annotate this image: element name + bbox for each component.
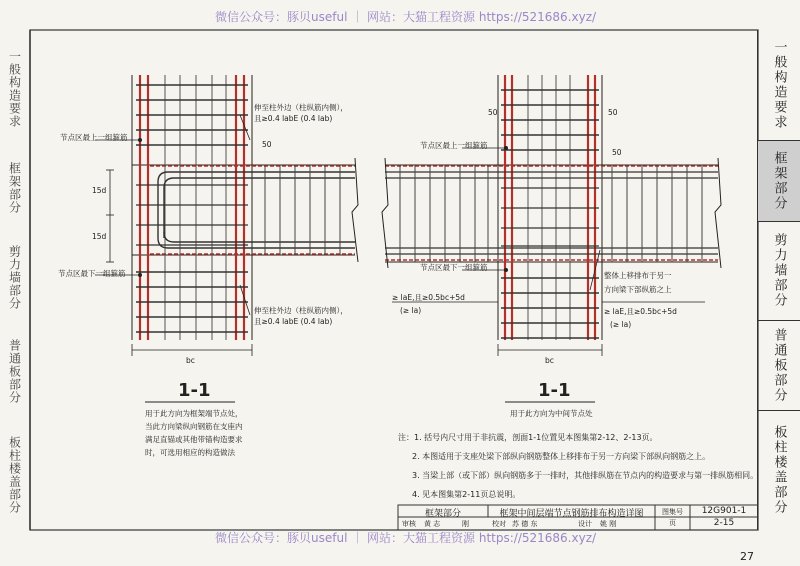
title-block-designer: 姚 刚 — [600, 520, 617, 528]
left-section-title: 1-1 — [178, 380, 211, 401]
left-tab-flatslab[interactable]: 板柱楼盖部分 — [7, 436, 22, 514]
title-block-reviewer-label: 审核 — [402, 520, 416, 528]
left-caption: 用于此方向为框架端节点处， 当此方向梁纵向钢筋在支座内 满足直锚或其他带锚构造要求 时，可选用相应的构造做法 — [145, 409, 243, 457]
left-label-top-extend: 伸至柱外边（柱纵筋内侧）， — [254, 103, 348, 112]
title-block-checker: 苏 德 东 — [512, 520, 538, 528]
title-block-section: 框架部分 — [424, 509, 461, 519]
right-section-title: 1-1 — [538, 380, 571, 401]
notes: 注：1. 括号内尺寸用于非抗震，剖面1-1位置见本图集第2-12、2-13页。 2. 本图适用于支座处梁下部纵向钢筋整体上移排布于另一方向梁下部纵向钢筋之上。 3. 当梁上部（或下部）纵向钢筋多于一排时，其他排纵筋在节点内的构造要求与第一排纵筋相同。 4. 见本图集第2-11页总说明。 — [398, 433, 759, 499]
left-dim-bc: bc — [186, 356, 195, 365]
title-block-checker-label: 校对 — [492, 520, 506, 528]
right-caption: 用于此方向为中间节点处 — [510, 409, 593, 418]
right-label-anchor-left-2: (≥ la) — [400, 306, 422, 315]
left-tab-shearwall[interactable]: 剪力墙部分 — [7, 244, 22, 310]
left-tab-frame[interactable]: 框架部分 — [7, 162, 22, 214]
left-label-top-extend-2: 且≥0.4 labE (0.4 lab) — [254, 114, 333, 123]
title-block-title: 框架中间层端节点钢筋排布构造详图 — [499, 509, 644, 519]
title-block-reviewer: 黄 志 — [424, 520, 441, 528]
left-label-bottom-extend-2: 且≥0.4 labE (0.4 lab) — [254, 317, 333, 326]
title-block-reviewer-2: 刚 — [462, 520, 469, 528]
right-label-anchor-left: ≥ laE,且≥0.5bc+5d — [392, 293, 465, 302]
right-tab-slab[interactable]: 普通板部分 — [757, 320, 800, 411]
title-block-designer-label: 设计 — [578, 520, 592, 528]
left-label-bottom-group: 节点区最下一组箍筋 — [58, 269, 126, 278]
right-label-bottom-group: 节点区最下一组箍筋 — [420, 263, 488, 272]
title-block-page-label: 页 — [669, 519, 676, 527]
right-dim-50-b: 50 — [608, 108, 618, 117]
left-tab-general[interactable]: 一般构造要求 — [7, 50, 22, 128]
right-tab-general[interactable]: 一般构造要求 — [757, 30, 800, 140]
left-label-bottom-extend: 伸至柱外边（柱纵筋内侧）， — [254, 306, 348, 315]
right-tab-shearwall[interactable]: 剪力墙部分 — [757, 220, 800, 321]
left-dim-50: 50 — [262, 140, 272, 149]
left-dim-15d-2: 15d — [92, 232, 107, 241]
title-block-page-no: 2-15 — [713, 518, 735, 528]
right-tab-flatslab[interactable]: 板柱楼盖部分 — [757, 410, 800, 530]
left-dim-15d-1: 15d — [92, 186, 107, 195]
right-tab-frame[interactable]: 框架部分 — [757, 140, 800, 222]
title-block-atlas-label: 图集号 — [662, 508, 683, 516]
page-number: 27 — [740, 550, 754, 563]
right-label-anchor-right: ≥ laE,且≥0.5bc+5d — [604, 307, 677, 316]
watermark-top: 微信公众号：豚贝useful ｜ 网站：大猫工程资源 https://521686.xyz/ — [215, 10, 597, 24]
watermark-bottom: 微信公众号：豚贝useful ｜ 网站：大猫工程资源 https://521686.xyz/ — [215, 531, 597, 545]
right-label-overall-2: 方向梁下部纵筋之上 — [604, 285, 672, 294]
title-block-atlas-no: 12G901-1 — [701, 506, 747, 516]
right-dim-bc: bc — [545, 356, 554, 365]
left-label-top-group: 节点区最上一组箍筋 — [60, 133, 128, 142]
left-tab-slab[interactable]: 普通板部分 — [7, 338, 22, 404]
right-dim-50-a: 50 — [488, 108, 498, 117]
right-label-top-group: 节点区最上一组箍筋 — [420, 141, 488, 150]
right-label-overall: 整体上移排布于另一 — [604, 271, 672, 280]
right-label-anchor-right-2: (≥ la) — [610, 320, 632, 329]
right-dim-50-c: 50 — [612, 148, 622, 157]
